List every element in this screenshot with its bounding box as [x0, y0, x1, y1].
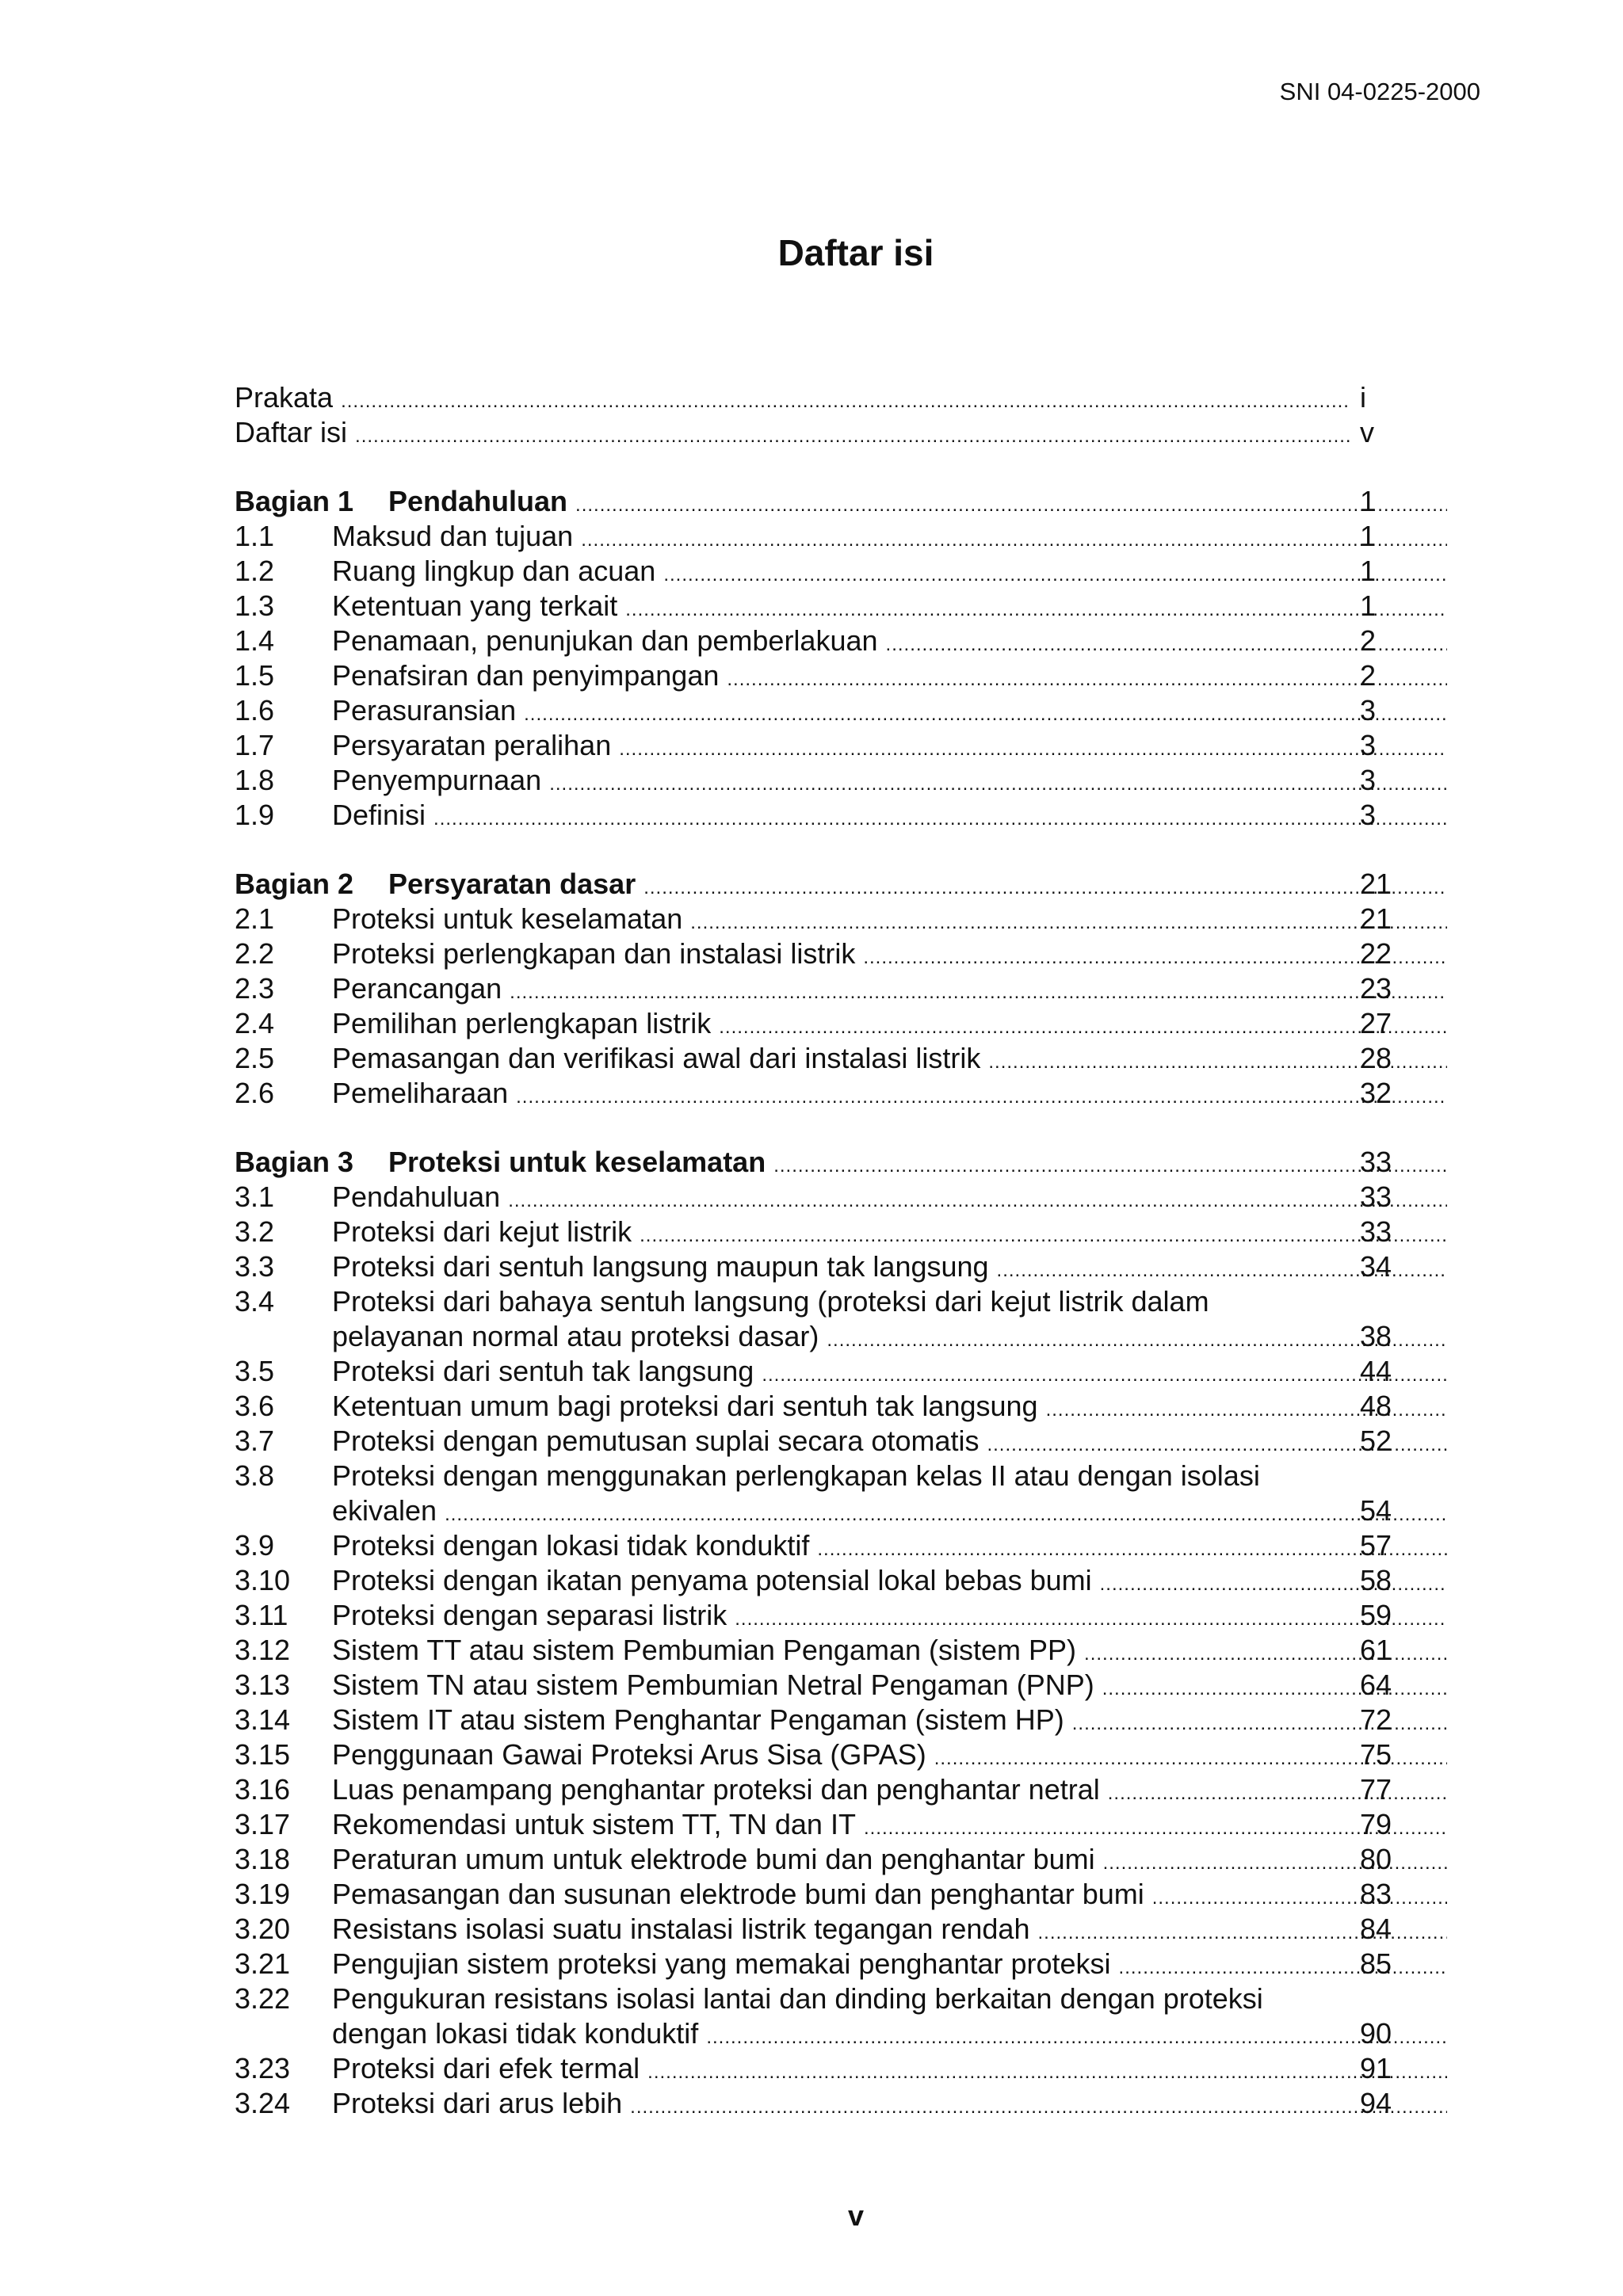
- toc-entry-number: 3.15: [235, 1738, 291, 1771]
- toc-section-heading: [235, 484, 1439, 519]
- toc-entry-title: Penafsiran dan penyimpangan: [332, 658, 727, 693]
- toc-entry-number: 2.5: [235, 1042, 275, 1074]
- toc-entry-page: 91: [1360, 2052, 1392, 2084]
- toc-entry: [235, 1389, 1439, 1424]
- dot-leader: [332, 1703, 1447, 1737]
- leader-dots: [516, 1076, 1447, 1111]
- toc-entry-page: 80: [1360, 1843, 1392, 1875]
- leader-dots: [510, 971, 1447, 1006]
- toc-entry-title: Sistem IT atau sistem Penghantar Pengaman (sistem HP): [332, 1703, 1072, 1737]
- toc-entry-page: 21: [1360, 868, 1392, 900]
- toc-entry-page: 54: [1360, 1494, 1392, 1527]
- dot-leader: [332, 1389, 1447, 1424]
- toc-entry-title: ekivalen: [332, 1493, 445, 1528]
- dot-leader: [332, 1180, 1447, 1215]
- document-code: SNI 04-0225-2000: [1279, 78, 1480, 105]
- toc-entry-number: 3.13: [235, 1669, 291, 1701]
- toc-entry: [235, 1076, 1439, 1111]
- toc-entry: [235, 1772, 1439, 1807]
- leader-dots: [727, 658, 1447, 693]
- toc-entry-title: Proteksi dengan ikatan penyama potensial lokal bebas bumi: [332, 1563, 1100, 1598]
- toc-entry-number: Bagian 3: [235, 1146, 354, 1178]
- toc-entry-number: 3.24: [235, 2087, 291, 2119]
- dot-leader: [332, 1424, 1447, 1459]
- toc-entry-number: 3.20: [235, 1913, 291, 1945]
- toc-entry-title: Definisi: [332, 798, 433, 833]
- dot-leader: [332, 658, 1447, 693]
- dot-leader: [388, 1145, 1447, 1180]
- toc-entry: [235, 1842, 1439, 1877]
- page-title: Daftar isi: [777, 232, 934, 273]
- dot-leader: [332, 1772, 1447, 1807]
- toc-entry: [235, 1284, 1439, 1319]
- toc-entry-number: 3.18: [235, 1843, 291, 1875]
- toc-entry: [235, 1041, 1439, 1076]
- leader-dots: [735, 1598, 1447, 1633]
- toc-entry-page: 3: [1360, 729, 1377, 761]
- toc-entry-number: 3.2: [235, 1215, 275, 1248]
- toc-entry-number: 3.9: [235, 1529, 275, 1562]
- dot-leader: [332, 763, 1447, 798]
- toc-entry-title: Rekomendasi untuk sistem TT, TN dan IT: [332, 1807, 864, 1842]
- toc-entry: [235, 1737, 1439, 1772]
- dot-leader: [332, 728, 1447, 763]
- leader-dots: [524, 693, 1447, 728]
- toc-entry-page: 3: [1360, 694, 1377, 727]
- toc-entry-number: 1.8: [235, 764, 275, 796]
- dot-leader: [332, 798, 1447, 833]
- dot-leader: [332, 936, 1447, 971]
- toc-entry: [235, 519, 1439, 554]
- toc-entry-title: Luas penampang penghantar proteksi dan penghantar netral: [332, 1772, 1108, 1807]
- leader-dots: [619, 728, 1447, 763]
- toc-entry-number: 2.1: [235, 902, 275, 935]
- toc-entry-title: Proteksi dengan lokasi tidak konduktif: [332, 1528, 817, 1563]
- toc-entry-title: Proteksi untuk keselamatan: [388, 1145, 773, 1180]
- dot-leader: [332, 1947, 1447, 1981]
- dot-leader: [332, 1076, 1447, 1111]
- toc-entry-title: Proteksi dengan separasi listrik: [332, 1598, 735, 1633]
- dot-leader: [332, 1493, 1447, 1528]
- dot-leader: [332, 971, 1447, 1006]
- toc-entry-page: 27: [1360, 1007, 1392, 1039]
- toc-entry-title: Sistem TN atau sistem Pembumian Netral Pengaman (PNP): [332, 1668, 1102, 1703]
- toc-entry-title: Persyaratan dasar: [388, 867, 643, 902]
- dot-leader: [388, 867, 1447, 902]
- toc-entry-page: 33: [1360, 1215, 1392, 1248]
- dot-leader: [332, 1877, 1447, 1912]
- toc-entry-page: 90: [1360, 2017, 1392, 2050]
- toc-entry-page: 84: [1360, 1913, 1392, 1945]
- toc-entry-page: 72: [1360, 1703, 1392, 1736]
- toc-section-heading: [235, 867, 1439, 902]
- leader-dots: [719, 1006, 1447, 1041]
- toc-entry-page: 83: [1360, 1878, 1392, 1910]
- toc-entry-number: 1.1: [235, 520, 275, 552]
- dot-leader: [332, 1354, 1447, 1389]
- toc-entry: [235, 2086, 1439, 2121]
- toc-entry-page: 33: [1360, 1180, 1392, 1213]
- toc-entry: [235, 1912, 1439, 1947]
- toc-entry-title: Sistem TT atau sistem Pembumian Pengaman (sistem PP): [332, 1633, 1084, 1668]
- toc-entry: [235, 554, 1439, 589]
- leader-dots: [433, 798, 1447, 833]
- toc-front-entry: [235, 380, 1439, 415]
- toc-entry-title: Pemeliharaan: [332, 1076, 516, 1111]
- toc-entry: [235, 1459, 1439, 1493]
- toc-entry-number: 3.7: [235, 1425, 275, 1457]
- toc-entry: [235, 1424, 1439, 1459]
- leader-dots: [625, 589, 1447, 624]
- toc-entry-number: 2.4: [235, 1007, 275, 1039]
- toc-entry-title: Proteksi untuk keselamatan: [332, 902, 690, 936]
- toc-entry-page: 28: [1360, 1042, 1392, 1074]
- toc-entry: [235, 971, 1439, 1006]
- toc-entry-title: Persyaratan peralihan: [332, 728, 619, 763]
- toc-entry-number: 3.22: [235, 1982, 291, 2015]
- toc-entry-number: 3.14: [235, 1703, 291, 1736]
- toc-entry-title: Pendahuluan: [332, 1180, 508, 1215]
- dot-leader: [332, 1633, 1447, 1668]
- dot-leader: [332, 1215, 1447, 1249]
- toc-entry: [235, 1981, 1439, 2016]
- toc-entry-number: 3.6: [235, 1390, 275, 1422]
- toc-entry: [235, 1215, 1439, 1249]
- toc-entry-title: Proteksi dari arus lebih: [332, 2086, 630, 2121]
- toc-entry-number: 3.10: [235, 1564, 291, 1596]
- toc-entry-number: 3.16: [235, 1773, 291, 1806]
- toc-entry: [235, 693, 1439, 728]
- toc-entry: [235, 902, 1439, 936]
- toc-entry-page: 22: [1360, 937, 1392, 970]
- dot-leader: [332, 693, 1447, 728]
- toc-entry-title: Penamaan, penunjukan dan pemberlakuan: [332, 624, 886, 658]
- dot-leader: [332, 2051, 1447, 2086]
- toc-entry-page: 57: [1360, 1529, 1392, 1562]
- toc-entry: [235, 1668, 1439, 1703]
- toc-entry: [235, 658, 1439, 693]
- leader-dots: [773, 1145, 1447, 1180]
- toc-entry-number: 3.4: [235, 1285, 275, 1318]
- toc-entry-page: 61: [1360, 1634, 1392, 1666]
- toc-entry: [235, 1180, 1439, 1215]
- toc-section-heading: [235, 1145, 1439, 1180]
- toc-entry-page: 75: [1360, 1738, 1392, 1771]
- leader-dots: [647, 2051, 1447, 2086]
- toc-entry-title: Pemasangan dan verifikasi awal dari instalasi listrik: [332, 1041, 988, 1076]
- dot-leader: [388, 484, 1447, 519]
- toc-entry-number: 3.11: [235, 1599, 288, 1631]
- toc-entry: [235, 1006, 1439, 1041]
- dot-leader: [332, 519, 1447, 554]
- toc-entry-page: 52: [1360, 1425, 1392, 1457]
- toc-entry-title: Penggunaan Gawai Proteksi Arus Sisa (GPAS): [332, 1737, 934, 1772]
- toc-entry-number: 3.23: [235, 2052, 291, 2084]
- toc-entry: [235, 763, 1439, 798]
- toc-entry-page: 44: [1360, 1355, 1392, 1387]
- toc-entry-number: 3.19: [235, 1878, 291, 1910]
- dot-leader: [332, 1319, 1447, 1354]
- leader-dots: [581, 519, 1447, 554]
- toc-entry-title: Ketentuan umum bagi proteksi dari sentuh tak langsung: [332, 1389, 1046, 1424]
- toc-entry-title: Maksud dan tujuan: [332, 519, 581, 554]
- dot-leader: [332, 1284, 1447, 1319]
- toc-entry-title: Pemilihan perlengkapan listrik: [332, 1006, 719, 1041]
- toc-entry-title: Ketentuan yang terkait: [332, 589, 625, 624]
- dot-leader: [332, 554, 1447, 589]
- toc-entry-page: 1: [1360, 520, 1377, 552]
- dot-leader: [332, 1563, 1447, 1598]
- toc-entry-page: 3: [1360, 799, 1377, 831]
- leader-dots: [690, 902, 1447, 936]
- leader-dots: [508, 1180, 1447, 1215]
- toc-entry-number: 2.6: [235, 1077, 275, 1109]
- toc-entry: [235, 1598, 1439, 1633]
- toc-entry: [235, 1563, 1439, 1598]
- toc-entry-page: 23: [1360, 972, 1392, 1005]
- leader-dots: [445, 1493, 1447, 1528]
- leader-dots: [575, 484, 1447, 519]
- dot-leader: [332, 624, 1447, 658]
- dot-leader: [332, 2086, 1447, 2121]
- toc-entry-page: 3: [1360, 764, 1377, 796]
- toc-entry-page: i: [1360, 381, 1366, 414]
- toc-entry: [235, 1528, 1439, 1563]
- leader-dots: [341, 380, 1350, 415]
- leader-dots: [643, 867, 1447, 902]
- dot-leader: [332, 1249, 1447, 1284]
- toc-entry: [235, 1354, 1439, 1389]
- dot-leader: [332, 1912, 1447, 1947]
- dot-leader: [332, 1006, 1447, 1041]
- toc-entry-title: dengan lokasi tidak konduktif: [332, 2016, 706, 2051]
- toc-entry-continuation: [235, 1319, 1439, 1354]
- toc-entry-number: 2.3: [235, 972, 275, 1005]
- toc-entry-title: Proteksi dari efek termal: [332, 2051, 647, 2086]
- toc-entry-title: Penyempurnaan: [332, 763, 549, 798]
- leader-dots: [827, 1319, 1447, 1354]
- toc-entry-page: v: [1360, 416, 1374, 448]
- toc-entry-page: 2: [1360, 624, 1377, 657]
- toc-entry-page: 2: [1360, 659, 1377, 692]
- toc-entry-number: 1.9: [235, 799, 275, 831]
- toc-entry-title: Perancangan: [332, 971, 510, 1006]
- toc-entry-title: Pendahuluan: [388, 484, 575, 519]
- toc-entry-number: 3.3: [235, 1250, 275, 1283]
- toc-entry-page: 59: [1360, 1599, 1392, 1631]
- dot-leader: [332, 1459, 1447, 1493]
- leader-dots: [817, 1528, 1447, 1563]
- leader-dots: [630, 2086, 1447, 2121]
- toc-entry-number: 1.5: [235, 659, 275, 692]
- toc-entry-number: 3.17: [235, 1808, 291, 1840]
- toc-entry-page: 79: [1360, 1808, 1392, 1840]
- toc-entry-page: 85: [1360, 1947, 1392, 1980]
- toc-entry-title: Ruang lingkup dan acuan: [332, 554, 663, 589]
- toc-entry-title: Prakata: [235, 380, 341, 415]
- toc-entry-title: Proteksi dari kejut listrik: [332, 1215, 640, 1249]
- toc-entry: [235, 2051, 1439, 2086]
- toc-entry: [235, 1877, 1439, 1912]
- table-of-contents: [235, 380, 1439, 2121]
- toc-entry-number: 1.2: [235, 555, 275, 587]
- dot-leader: [332, 902, 1447, 936]
- dot-leader: [332, 1981, 1447, 2016]
- toc-entry-title: Daftar isi: [235, 415, 355, 450]
- toc-entry-title: Peraturan umum untuk elektrode bumi dan penghantar bumi: [332, 1842, 1103, 1877]
- toc-entry-page: 48: [1360, 1390, 1392, 1422]
- toc-entry-page: 38: [1360, 1320, 1392, 1352]
- toc-entry: [235, 624, 1439, 658]
- dot-leader: [332, 1807, 1447, 1842]
- toc-entry-number: 1.3: [235, 589, 275, 622]
- toc-entry: [235, 1703, 1439, 1737]
- toc-entry-title: Proteksi perlengkapan dan instalasi listrik: [332, 936, 863, 971]
- toc-entry-title: Proteksi dengan menggunakan perlengkapan kelas II atau dengan isolasi: [332, 1459, 1268, 1493]
- leader-dots: [663, 554, 1447, 589]
- toc-entry-number: 3.21: [235, 1947, 291, 1980]
- leader-dots: [706, 2016, 1447, 2051]
- toc-entry-title: Pengukuran resistans isolasi lantai dan dinding berkaitan dengan proteksi: [332, 1981, 1271, 2016]
- toc-entry: [235, 728, 1439, 763]
- toc-entry-title: Resistans isolasi suatu instalasi listrik tegangan rendah: [332, 1912, 1037, 1947]
- toc-front-entry: [235, 415, 1439, 450]
- toc-entry-title: Proteksi dari sentuh langsung maupun tak langsung: [332, 1249, 997, 1284]
- toc-entry-number: Bagian 1: [235, 485, 354, 517]
- toc-entry-page: 64: [1360, 1669, 1392, 1701]
- toc-entry-number: Bagian 2: [235, 868, 354, 900]
- toc-entry: [235, 1947, 1439, 1981]
- toc-entry-number: 3.8: [235, 1459, 275, 1492]
- leader-dots: [549, 763, 1447, 798]
- toc-entry-page: 1: [1360, 555, 1377, 587]
- dot-leader: [235, 380, 1350, 415]
- toc-entry: [235, 1633, 1439, 1668]
- toc-entry-page: 77: [1360, 1773, 1392, 1806]
- toc-entry-continuation: [235, 1493, 1439, 1528]
- dot-leader: [332, 589, 1447, 624]
- toc-entry-title: Pengujian sistem proteksi yang memakai penghantar proteksi: [332, 1947, 1119, 1981]
- toc-entry-title: Pemasangan dan susunan elektrode bumi dan penghantar bumi: [332, 1877, 1152, 1912]
- leader-dots: [762, 1354, 1447, 1389]
- toc-entry-title: Proteksi dengan pemutusan suplai secara otomatis: [332, 1424, 987, 1459]
- toc-entry: [235, 936, 1439, 971]
- dot-leader: [332, 1041, 1447, 1076]
- leader-dots: [640, 1215, 1447, 1249]
- dot-leader: [332, 1598, 1447, 1633]
- toc-entry-number: 3.12: [235, 1634, 291, 1666]
- toc-entry-continuation: [235, 2016, 1439, 2051]
- toc-entry-title: Perasuransian: [332, 693, 524, 728]
- toc-entry: [235, 798, 1439, 833]
- toc-entry-title: pelayanan normal atau proteksi dasar): [332, 1319, 827, 1354]
- toc-entry-page: 1: [1360, 589, 1377, 622]
- dot-leader: [332, 1668, 1447, 1703]
- dot-leader: [235, 415, 1350, 450]
- toc-entry-number: 3.5: [235, 1355, 275, 1387]
- page-number: v: [847, 2199, 865, 2232]
- toc-entry: [235, 1249, 1439, 1284]
- dot-leader: [332, 1842, 1447, 1877]
- toc-entry-title: Proteksi dari sentuh tak langsung: [332, 1354, 762, 1389]
- toc-entry: [235, 589, 1439, 624]
- leader-dots: [355, 415, 1350, 450]
- toc-entry-number: 1.6: [235, 694, 275, 727]
- dot-leader: [332, 2016, 1447, 2051]
- dot-leader: [332, 1737, 1447, 1772]
- toc-entry-number: 1.7: [235, 729, 275, 761]
- toc-entry-page: 58: [1360, 1564, 1392, 1596]
- toc-entry-number: 3.1: [235, 1180, 275, 1213]
- toc-entry-page: 21: [1360, 902, 1392, 935]
- toc-entry-page: 33: [1360, 1146, 1392, 1178]
- toc-entry-page: 94: [1360, 2087, 1392, 2119]
- toc-entry-page: 32: [1360, 1077, 1392, 1109]
- toc-entry-page: 34: [1360, 1250, 1392, 1283]
- toc-entry-number: 1.4: [235, 624, 275, 657]
- toc-entry: [235, 1807, 1439, 1842]
- toc-entry-page: 1: [1360, 485, 1377, 517]
- toc-entry-number: 2.2: [235, 937, 275, 970]
- dot-leader: [332, 1528, 1447, 1563]
- toc-entry-title: Proteksi dari bahaya sentuh langsung (proteksi dari kejut listrik dalam: [332, 1284, 1217, 1319]
